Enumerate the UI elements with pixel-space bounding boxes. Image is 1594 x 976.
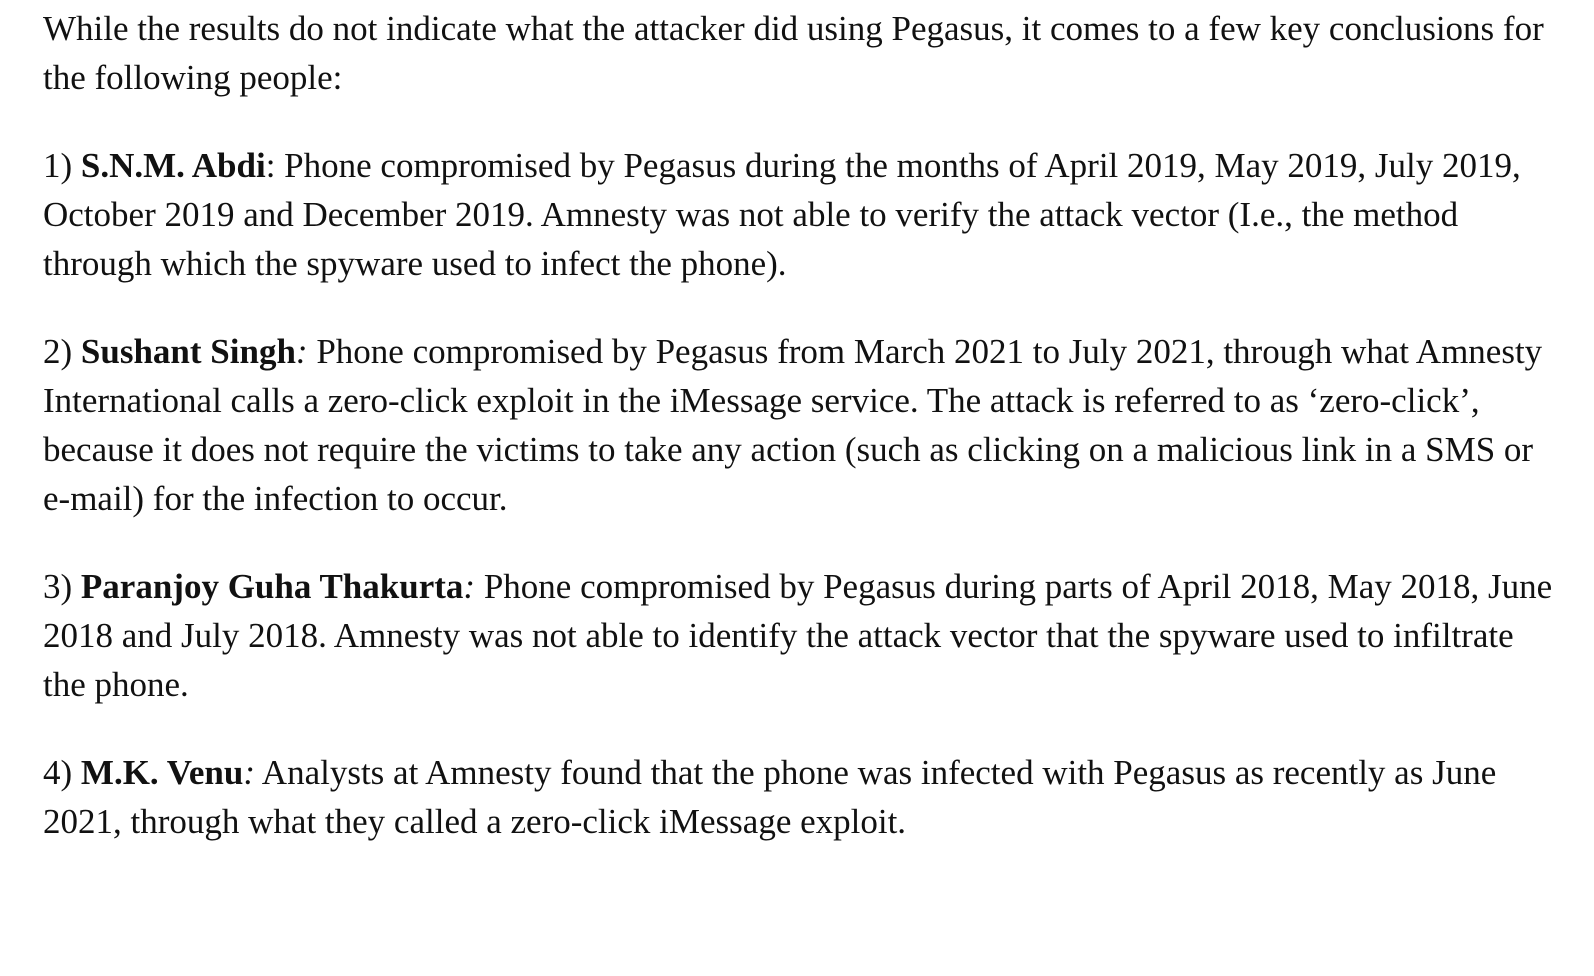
item-text: Phone compromised by Pegasus during parts of April 2018, May 2018, June 2018 and July 2018. Amnesty was not able to identify the attack vector that the spyware used to infiltrate the phone. [43, 567, 1553, 704]
item-text: Phone compromised by Pegasus during the months of April 2019, May 2019, July 2019, October 2019 and December 2019. Amnesty was not able to verify the attack vector (I.e., the method through which the spyware used to infect the phone). [43, 146, 1521, 283]
item-colon: : [463, 567, 476, 606]
person-name: Paranjoy Guha Thakurta [80, 567, 464, 606]
list-item-3 [43, 562, 1554, 709]
item-text: Phone compromised by Pegasus from March 2021 to July 2021, through what Amnesty International calls a zero-click exploit in the iMessage service. The attack is referred to as ‘zero-click’, because it does not require the victims to take any action (such as clicking on a malicious link in a SMS or e-mail) for the infection to occur. [43, 332, 1543, 518]
item-number: 1) [43, 146, 81, 185]
item-colon: : [265, 146, 276, 185]
person-name: S.N.M. Abdi [80, 146, 266, 185]
list-item-1 [43, 141, 1554, 288]
item-text: Analysts at Amnesty found that the phone was infected with Pegasus as recently as June 2021, through what they called a zero-click iMessage exploit. [43, 753, 1497, 841]
person-name: Sushant Singh [80, 332, 296, 371]
list-item-2 [43, 327, 1554, 523]
person-name: M.K. Venu [80, 753, 244, 792]
item-number: 2) [43, 332, 81, 371]
item-colon: : [295, 332, 308, 371]
list-item-4 [43, 748, 1554, 846]
item-number: 4) [43, 753, 81, 792]
item-number: 3) [43, 567, 81, 606]
item-colon: : [243, 753, 255, 792]
intro-paragraph: While the results do not indicate what the attacker did using Pegasus, it comes to a few key conclusions for the following people: [43, 9, 1544, 97]
